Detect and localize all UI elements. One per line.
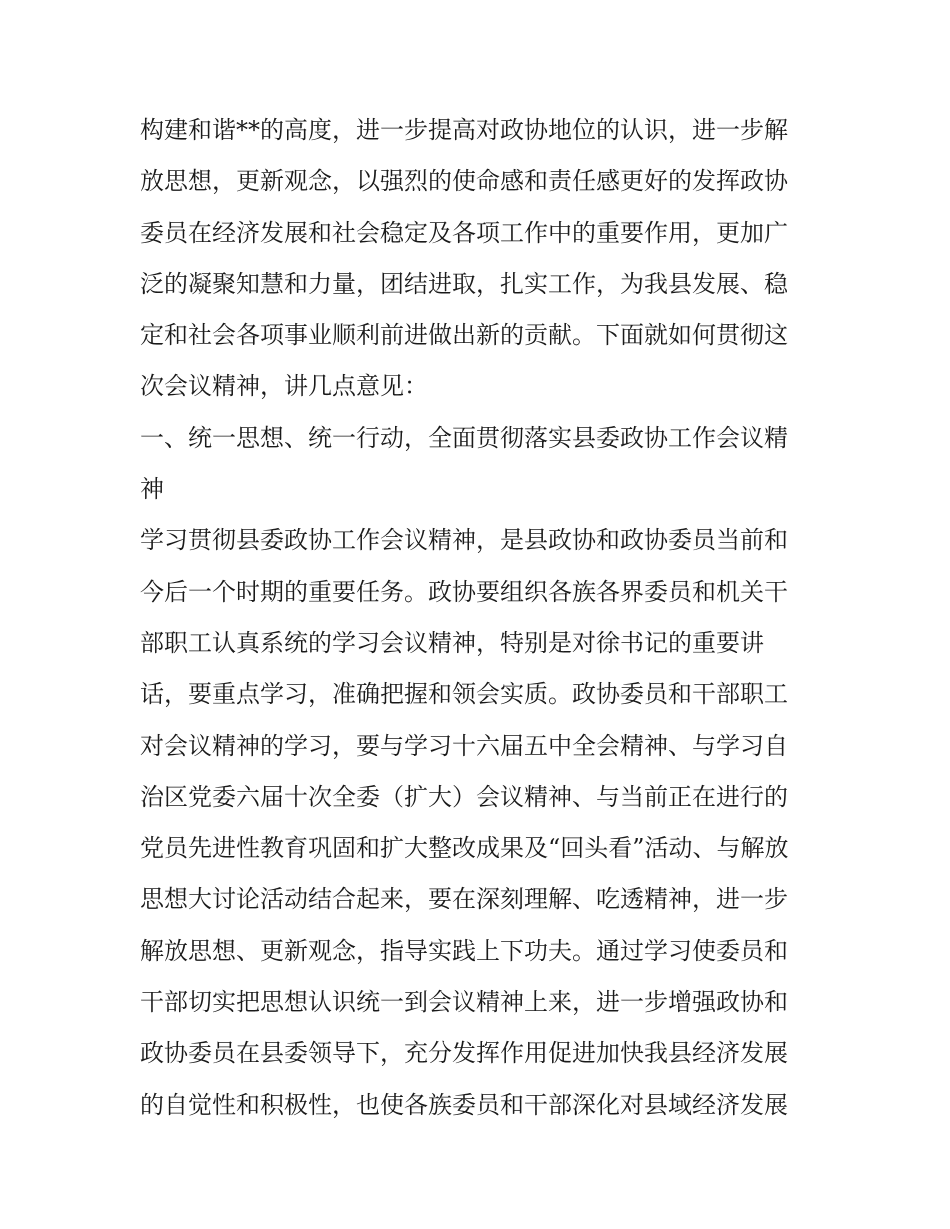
text-line: 话，要重点学习，准确把握和领会实质。政协委员和干部职工 bbox=[140, 680, 788, 709]
text-line: 委员在经济发展和社会稳定及各项工作中的重要作用，更加广 bbox=[140, 218, 788, 247]
text-line: 治区党委六届十次全委（扩大）会议精神、与当前正在进行的 bbox=[140, 782, 788, 811]
text-line: 放思想，更新观念，以强烈的使命感和责任感更好的发挥政协 bbox=[140, 167, 788, 196]
section-heading: 一、统一思想、统一行动，全面贯彻落实县委政协工作会议精 bbox=[140, 423, 788, 452]
text-line: 干部切实把思想认识统一到会议精神上来，进一步增强政协和 bbox=[140, 988, 788, 1017]
text-line: 对会议精神的学习，要与学习十六届五中全会精神、与学习自 bbox=[140, 731, 788, 760]
text-line: 解放思想、更新观念，指导实践上下功夫。通过学习使委员和 bbox=[140, 936, 788, 965]
text-line: 定和社会各项事业顺利前进做出新的贡献。下面就如何贯彻这 bbox=[140, 321, 788, 350]
text-line: 今后一个时期的重要任务。政协要组织各族各界委员和机关干 bbox=[140, 577, 788, 606]
text-line: 思想大讨论活动结合起来，要在深刻理解、吃透精神，进一步 bbox=[140, 885, 788, 914]
section-heading-continued: 神 bbox=[140, 475, 164, 504]
text-line: 的自觉性和积极性，也使各族委员和干部深化对县域经济发展 bbox=[140, 1090, 788, 1119]
text-line: 泛的凝聚知慧和力量，团结进取，扎实工作，为我县发展、稳 bbox=[140, 269, 788, 298]
text-line: 构建和谐**的高度，进一步提高对政协地位的认识，进一步解 bbox=[140, 116, 788, 144]
text-line: 党员先进性教育巩固和扩大整改成果及“回头看”活动、与解放 bbox=[140, 834, 789, 863]
text-line: 学习贯彻县委政协工作会议精神，是县政协和政协委员当前和 bbox=[140, 526, 788, 555]
text-line: 政协委员在县委领导下，充分发挥作用促进加快我县经济发展 bbox=[140, 1039, 788, 1068]
body-text bbox=[140, 105, 820, 1131]
text-line: 次会议精神，讲几点意见： bbox=[140, 372, 428, 401]
text-line: 部职工认真系统的学习会议精神，特别是对徐书记的重要讲 bbox=[140, 628, 764, 657]
